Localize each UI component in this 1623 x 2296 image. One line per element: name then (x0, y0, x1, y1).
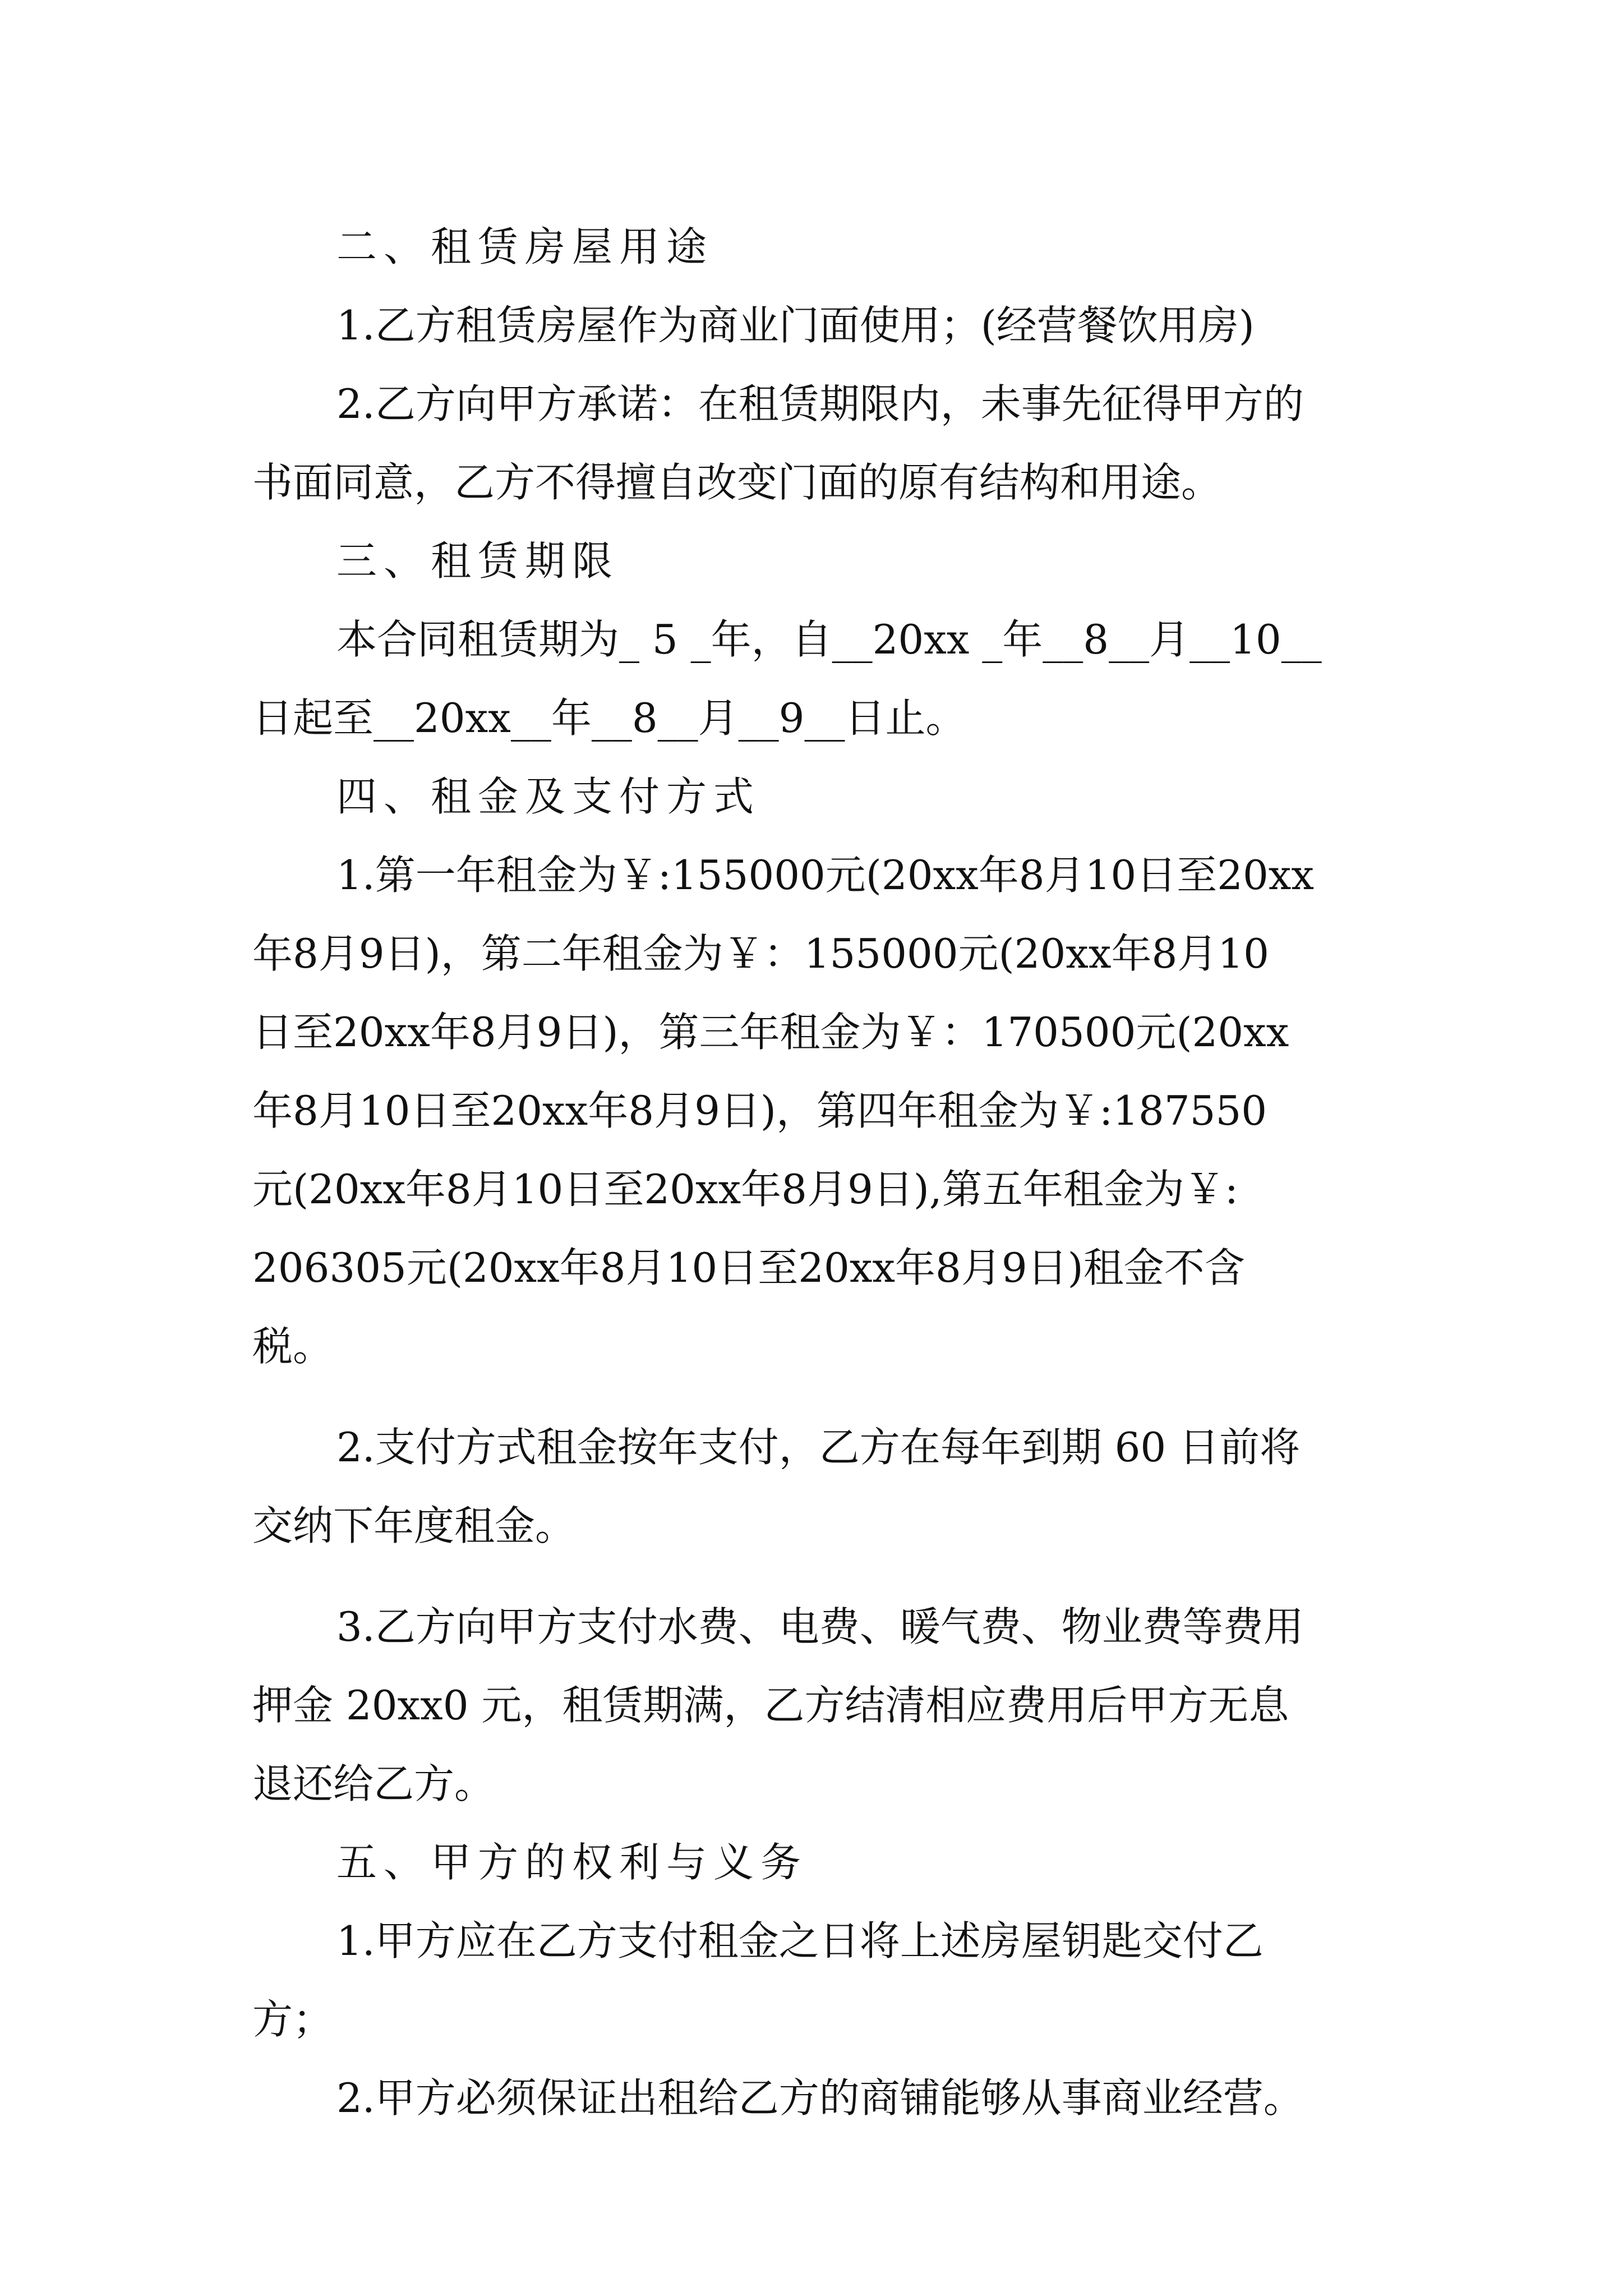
paragraph-line: 206305元(20xx年8月10日至20xx年8月9日)租金不含 (252, 1244, 1245, 1291)
section-heading-party-a: 五、甲方的权利与义务 (336, 1839, 808, 1886)
paragraph-line: 押金 20xx0 元，租赁期满，乙方结清相应费用后甲方无息 (252, 1682, 1289, 1729)
section-heading-rent: 四、租金及支付方式 (336, 773, 761, 820)
paragraph-line: 日起至__20xx__年__8__月__9__日止。 (252, 694, 966, 742)
paragraph-line: 元(20xx年8月10日至20xx年8月9日),第五年租金为￥: (252, 1166, 1239, 1213)
paragraph-line: 2.甲方必须保证出租给乙方的商铺能够从事商业经营。 (336, 2074, 1304, 2122)
paragraph-line: 方； (252, 1996, 334, 2043)
section-heading-term: 三、租赁期限 (336, 537, 620, 585)
paragraph-line: 退还给乙方。 (252, 1760, 495, 1807)
paragraph-line: 年8月10日至20xx年8月9日)，第四年租金为￥:187550 (252, 1087, 1267, 1134)
paragraph-line: 书面同意，乙方不得擅自改变门面的原有结构和用途。 (252, 459, 1222, 506)
paragraph-line: 2.支付方式租金按年支付，乙方在每年到期 60 日前将 (336, 1424, 1301, 1471)
paragraph-line: 2.乙方向甲方承诺：在租赁期限内，未事先征得甲方的 (336, 380, 1304, 427)
paragraph-line: 3.乙方向甲方支付水费、电费、暖气费、物业费等费用 (336, 1603, 1304, 1650)
paragraph-line: 本合同租赁期为_ 5 _年，自__20xx _年__8__月__10__ (336, 616, 1322, 663)
section-heading-usage: 二、租赁房屋用途 (336, 223, 714, 270)
paragraph-line: 1.乙方租赁房屋作为商业门面使用；(经营餐饮用房) (336, 302, 1255, 349)
paragraph-line: 1.甲方应在乙方支付租金之日将上述房屋钥匙交付乙 (336, 1917, 1264, 1964)
paragraph-line: 税。 (252, 1323, 334, 1370)
paragraph-line: 交纳下年度租金。 (252, 1502, 576, 1549)
paragraph-line: 日至20xx年8月9日)，第三年租金为￥：170500元(20xx (252, 1009, 1289, 1056)
paragraph-line: 年8月9日)，第二年租金为￥：155000元(20xx年8月10 (252, 930, 1269, 977)
paragraph-line: 1.第一年租金为￥:155000元(20xx年8月10日至20xx (336, 852, 1314, 899)
